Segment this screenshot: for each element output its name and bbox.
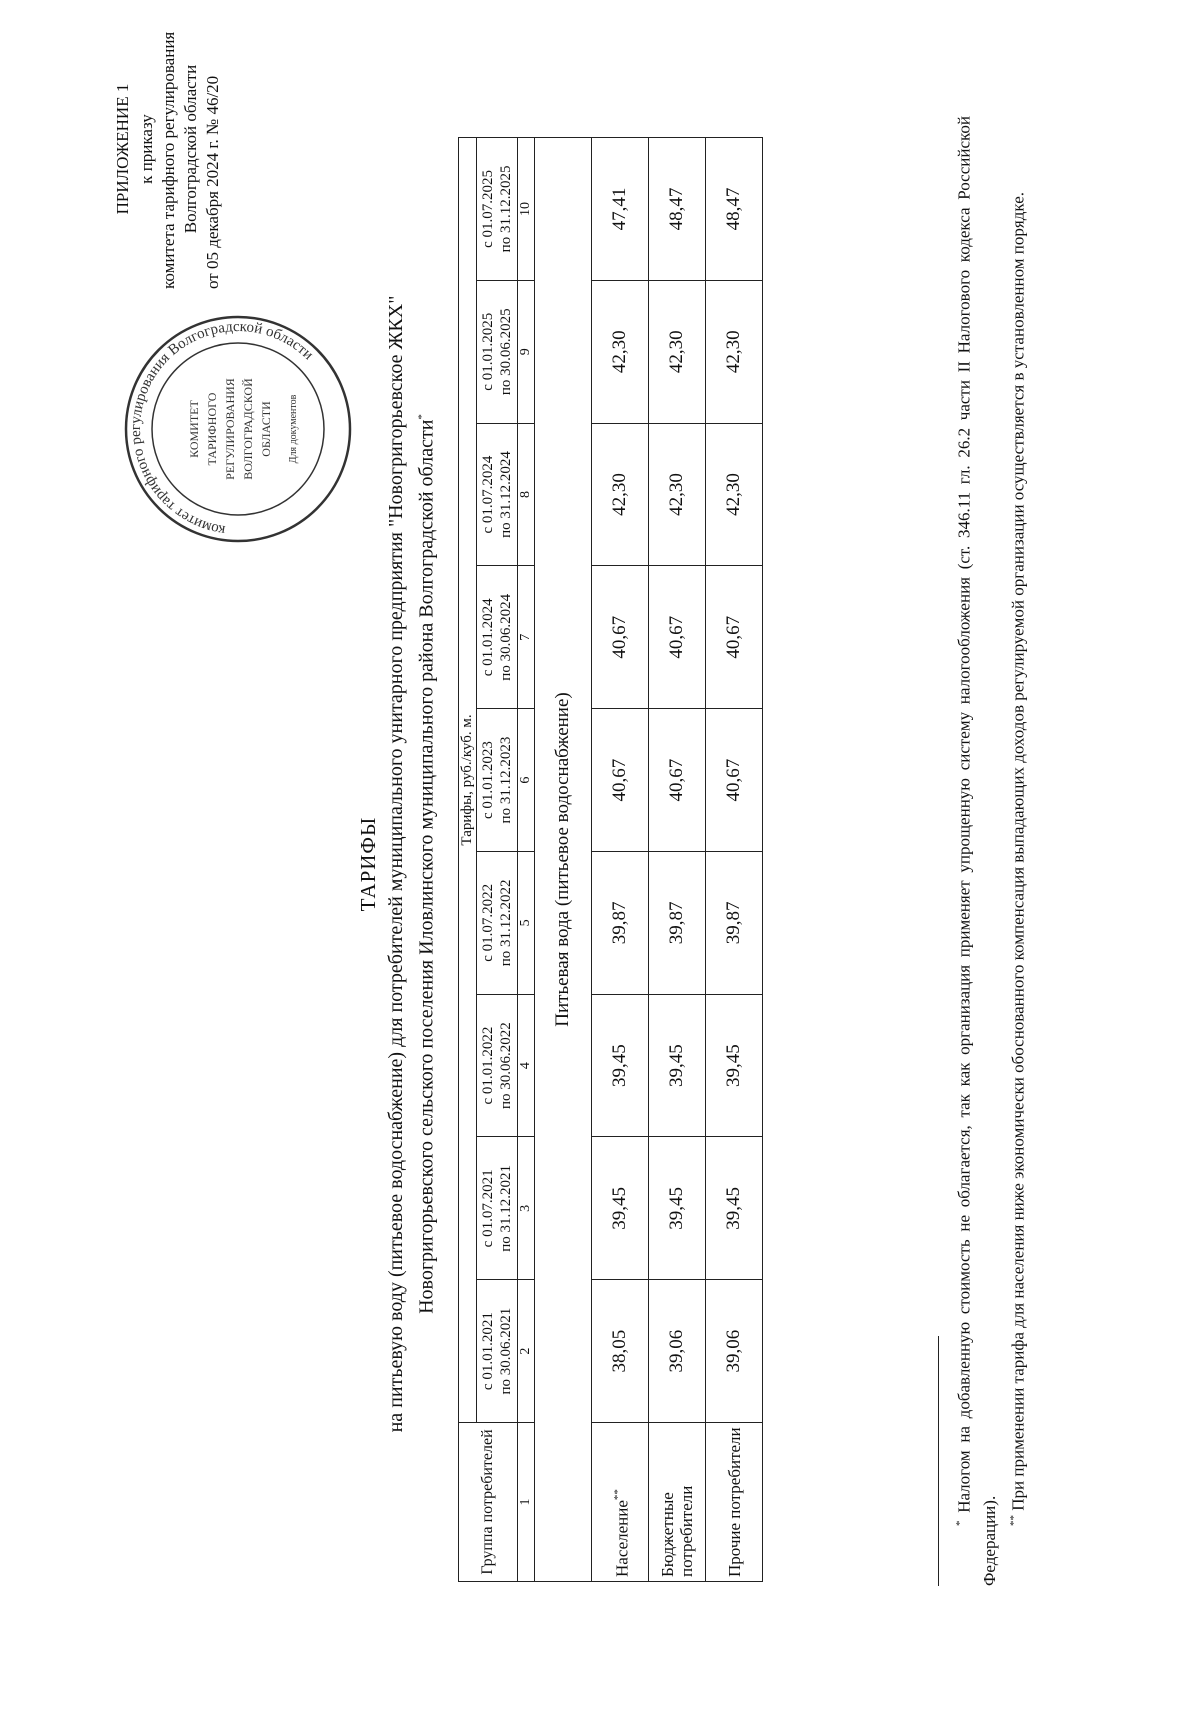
column-number: 6 [518,709,535,852]
tariff-cell: 48,47 [649,138,706,281]
appendix-header [112,9,224,289]
tariff-cell: 42,30 [706,423,763,566]
column-number: 1 [518,1423,535,1582]
tariff-cell: 42,30 [592,280,649,423]
stamp-ring-text: комитет тарифного регулирования Волгоградской области [127,318,317,539]
tariff-cell: 39,87 [649,851,706,994]
period-header: с 01.01.2023 по 31.12.2023 [477,709,518,852]
tariffs-table [458,137,763,1582]
period-header: с 01.07.2025 по 31.12.2025 [477,138,518,281]
period-header: с 01.01.2025 по 30.06.2025 [477,280,518,423]
appendix-line-2: комитета тарифного регулирования [159,31,178,289]
appendix-title: ПРИЛОЖЕНИЕ 1 [113,83,132,215]
column-number: 3 [518,1137,535,1280]
row-label: Население** [592,1423,649,1582]
tariff-header: Тарифы, руб./куб. м. [459,138,477,1423]
heading-line-2-text: Новогригорьевского сельского поселения Иловлинского муниципального района Волгоградской области [415,419,438,1314]
table-row [706,138,763,1582]
tariff-cell: 40,67 [649,709,706,852]
column-number-row [518,138,535,1582]
period-header: с 01.07.2024 по 31.12.2024 [477,423,518,566]
column-number: 9 [518,280,535,423]
column-number: 2 [518,1280,535,1423]
section-title: Питьевая вода (питьевое водоснабжение) [535,138,592,1582]
heading-footnote-mark: * [416,414,428,420]
tariff-cell: 39,45 [649,1137,706,1280]
section-row [535,138,592,1582]
tariff-cell: 42,30 [592,423,649,566]
table-row [592,138,649,1582]
tariff-cell: 39,45 [706,1137,763,1280]
tariff-cell: 39,45 [592,1137,649,1280]
tariff-cell: 40,67 [592,566,649,709]
tariff-cell: 42,30 [649,280,706,423]
tariff-cell: 39,45 [649,994,706,1137]
row-label: Бюджетные потребители [649,1423,706,1582]
tariff-cell: 42,30 [706,280,763,423]
document-title: ТАРИФЫ [356,816,380,912]
row-label: Прочие потребители [706,1423,763,1582]
appendix-line-4: от 05 декабря 2024 г. № 46/20 [203,75,222,289]
official-seal-stamp [118,309,358,549]
tariff-cell: 38,05 [592,1280,649,1423]
column-number: 8 [518,423,535,566]
group-header: Группа потребителей [459,1423,518,1582]
stamp-center-5: ОБЛАСТИ [259,401,273,457]
tariff-cell: 39,45 [706,994,763,1137]
tariff-cell: 40,67 [706,566,763,709]
period-header-row [477,138,518,1582]
stamp-center-3: РЕГУЛИРОВАНИЯ [223,378,237,480]
stamp-bottom-text: Для документов [288,394,299,464]
appendix-line-1: к приказу [137,114,156,184]
period-header: с 01.07.2021 по 31.12.2021 [477,1137,518,1280]
column-number: 7 [518,566,535,709]
period-header: с 01.01.2022 по 30.06.2022 [477,994,518,1137]
tariff-cell: 39,87 [592,851,649,994]
tariff-cell: 40,67 [649,566,706,709]
tariff-cell: 39,45 [592,994,649,1137]
appendix-line-3: Волгоградской области [181,64,200,234]
stamp-center-2: ТАРИФНОГО [205,392,219,466]
tariff-cell: 42,30 [649,423,706,566]
heading-line-1: на питьевую воду (питьевое водоснабжение) для потребителей муниципального унитарного предприятия "Новогригорьевское ЖКХ" [385,295,407,1433]
tariff-cell: 47,41 [592,138,649,281]
footnotes [948,116,1030,1586]
stamp-center-1: КОМИТЕТ [187,400,201,458]
column-number: 4 [518,994,535,1137]
table-row [649,138,706,1582]
tariff-cell: 40,67 [706,709,763,852]
tariff-cell: 39,87 [706,851,763,994]
stamp-center-4: ВОЛГОГРАДСКОЙ [241,378,255,480]
table-header-row [459,138,477,1582]
footnote-2: ** При применении тарифа для населения ниже экономически обоснованного компенсация выпадающих доходов регулируемой организации осуществляется в установленном порядке. [1007,192,1028,1526]
tariff-cell: 48,47 [706,138,763,281]
footnote-divider [938,1336,939,1586]
period-header: с 01.07.2022 по 31.12.2022 [477,851,518,994]
footnote-1: * Налогом на добавленную стоимость не облагается, так как организация применяет упрощенную систему налогообложения (ст. 346.11 гл. 26.2 части II Налогового кодекса Российской Федерации). [954,115,999,1586]
heading-line-2 [409,139,440,1589]
period-header: с 01.01.2021 по 30.06.2021 [477,1280,518,1423]
tariff-cell: 39,06 [706,1280,763,1423]
tariff-cell: 40,67 [592,709,649,852]
tariff-cell: 39,06 [649,1280,706,1423]
column-number: 5 [518,851,535,994]
period-header: с 01.01.2024 по 30.06.2024 [477,566,518,709]
column-number: 10 [518,138,535,281]
document-heading [355,139,440,1589]
